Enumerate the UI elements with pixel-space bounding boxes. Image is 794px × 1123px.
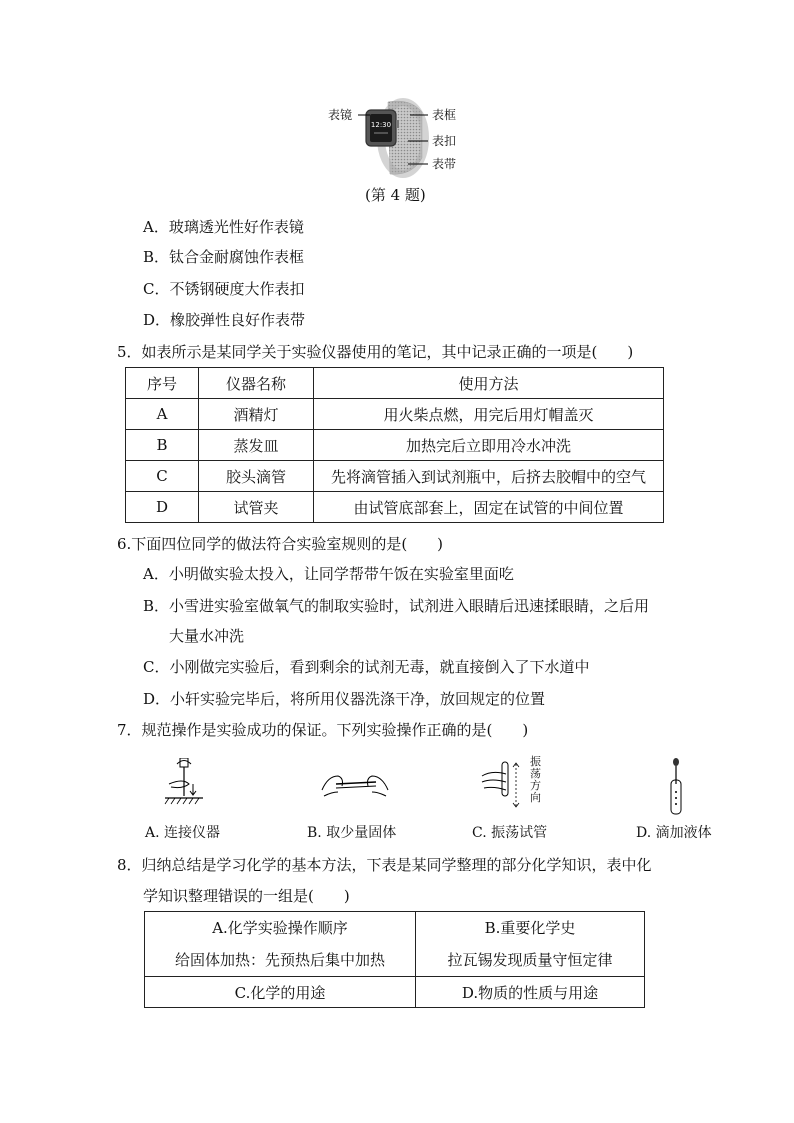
header-cell: 序号 bbox=[126, 368, 199, 399]
take-solid-figure bbox=[320, 758, 390, 816]
table-cell: 蒸发皿 bbox=[199, 430, 314, 461]
table-cell: A bbox=[126, 399, 199, 430]
table-row bbox=[126, 492, 664, 523]
q5-table bbox=[125, 367, 664, 523]
q6-option-c: C．小刚做完实验后，看到剩余的试剂无毒，就直接倒入了下水道中 bbox=[143, 658, 590, 676]
q7-stem: 7．规范操作是实验成功的保证。下列实验操作正确的是( ) bbox=[117, 721, 529, 739]
table-cell: 试管夹 bbox=[199, 492, 314, 523]
table-header-row bbox=[126, 368, 664, 399]
table-cell: 用火柴点燃，用完后用灯帽盖灭 bbox=[314, 399, 664, 430]
cell-b-title: B.重要化学史 bbox=[484, 919, 576, 937]
shake-tube-figure bbox=[478, 758, 528, 816]
q4-option-c: C．不锈钢硬度大作表扣 bbox=[143, 280, 305, 298]
q6-option-d: D．小轩实验完毕后，将所用仪器洗涤干净，放回规定的位置 bbox=[143, 690, 546, 708]
q6-stem: 6.下面四位同学的做法符合实验室规则的是( ) bbox=[117, 535, 444, 553]
label-strap: 表带 bbox=[432, 157, 457, 171]
cell-b-body: 拉瓦锡发现质量守恒定律 bbox=[447, 951, 613, 969]
header-cell: 仪器名称 bbox=[199, 368, 314, 399]
q6-option-a: A．小明做实验太投入，让同学帮带午饭在实验室里面吃 bbox=[143, 565, 514, 583]
q7-caption-a: A. 连接仪器 bbox=[145, 825, 221, 841]
cell-b bbox=[416, 912, 645, 977]
table-cell: 先将滴管插入到试剂瓶中，后挤去胶帽中的空气 bbox=[314, 461, 664, 492]
cell-a bbox=[145, 912, 416, 977]
label-buckle: 表扣 bbox=[432, 134, 457, 148]
q4-option-d: D．橡胶弹性良好作表带 bbox=[143, 311, 306, 329]
label-lens: 表镜 bbox=[328, 108, 353, 122]
q8-stem-line1: 8．归纳总结是学习化学的基本方法，下表是某同学整理的部分化学知识，表中化 bbox=[117, 856, 652, 874]
q4-option-a: A．玻璃透光性好作表镜 bbox=[143, 218, 304, 236]
table-row bbox=[145, 912, 645, 977]
header-cell: 使用方法 bbox=[314, 368, 664, 399]
cell-a-title: A.化学实验操作顺序 bbox=[212, 919, 348, 937]
q4-option-b: B．钛合金耐腐蚀作表框 bbox=[143, 248, 305, 266]
table-cell: 酒精灯 bbox=[199, 399, 314, 430]
q7-caption-d: D. 滴加液体 bbox=[636, 825, 712, 841]
q7-caption-b: B. 取少量固体 bbox=[307, 825, 397, 841]
q4-caption: (第 4 题) bbox=[365, 186, 426, 204]
q5-stem: 5．如表所示是某同学关于实验仪器使用的笔记，其中记录正确的一项是( ) bbox=[117, 343, 634, 361]
q7-caption-c: C. 振荡试管 bbox=[472, 825, 548, 841]
cell-a-body: 给固体加热：先预热后集中加热 bbox=[174, 951, 385, 969]
watch-time: 12:30 bbox=[370, 121, 392, 129]
q6-option-b-cont: 大量水冲洗 bbox=[169, 627, 245, 645]
table-cell: D bbox=[126, 492, 199, 523]
table-cell: 胶头滴管 bbox=[199, 461, 314, 492]
table-cell: C bbox=[126, 461, 199, 492]
cell-c-title: C.化学的用途 bbox=[145, 977, 416, 1008]
table-row bbox=[126, 430, 664, 461]
cell-d-title: D.物质的性质与用途 bbox=[416, 977, 645, 1008]
connect-apparatus-figure bbox=[163, 758, 223, 816]
table-row bbox=[126, 461, 664, 492]
table-row bbox=[126, 399, 664, 430]
add-liquid-figure bbox=[656, 758, 696, 816]
q8-table bbox=[144, 911, 645, 1008]
shake-direction-label: 振荡方向 bbox=[530, 755, 541, 804]
q8-stem-line2: 学知识整理错误的一组是( ) bbox=[143, 887, 350, 905]
table-row bbox=[145, 977, 645, 1008]
table-cell: 由试管底部套上，固定在试管的中间位置 bbox=[314, 492, 664, 523]
table-cell: 加热完后立即用冷水冲洗 bbox=[314, 430, 664, 461]
q6-option-b: B．小雪进实验室做氧气的制取实验时，试剂进入眼睛后迅速揉眼睛，之后用 bbox=[143, 597, 650, 615]
table-cell: B bbox=[126, 430, 199, 461]
label-frame: 表框 bbox=[432, 108, 457, 122]
